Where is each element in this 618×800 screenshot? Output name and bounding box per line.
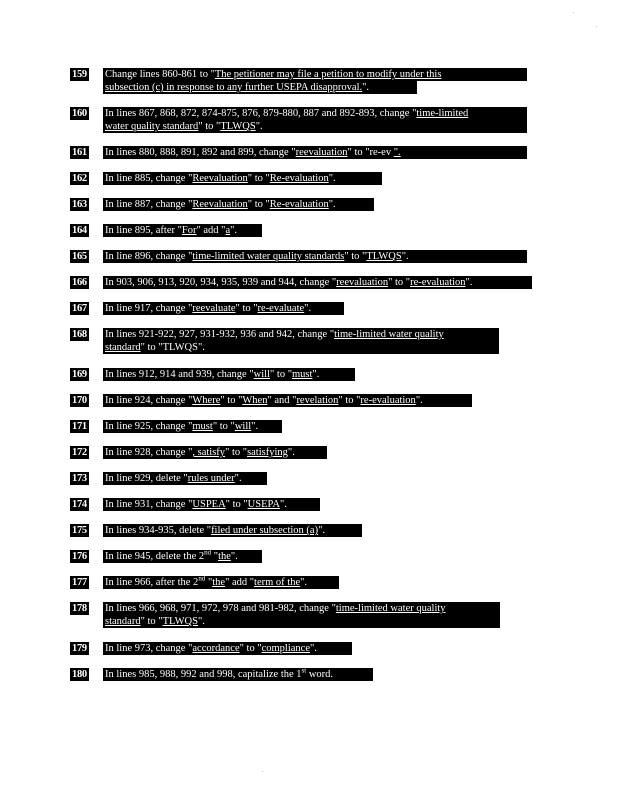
text-segment: word.	[306, 669, 334, 680]
text-segment: " to "	[247, 199, 270, 210]
text-segment: ".	[318, 525, 325, 536]
amendment-number: 161	[72, 147, 87, 158]
amendment-number: 176	[72, 551, 87, 562]
quoted-text: the	[212, 577, 226, 588]
text-segment: " to "	[247, 173, 270, 184]
quoted-text: The petitioner may file a petition to modify under this	[214, 69, 442, 80]
quoted-text: TLWQS	[162, 616, 198, 627]
amendment-number: 160	[72, 108, 87, 119]
quoted-text: TLWQS	[366, 251, 402, 262]
text-segment: ".	[230, 225, 238, 236]
text-segment: " to "	[239, 643, 262, 654]
text-segment: In line 929, delete "	[105, 473, 188, 484]
text-segment: In line 925, change "	[105, 421, 193, 432]
quoted-text: reevaluation	[336, 277, 389, 288]
quoted-text: rules under	[187, 473, 235, 484]
quoted-text: re-evaluation	[360, 395, 416, 406]
text-segment: " to "TLWQS".	[140, 342, 205, 353]
amendment-text-line	[103, 68, 527, 81]
amendment-number: 173	[72, 473, 87, 484]
amendment-text-line	[103, 172, 382, 185]
scan-speck	[573, 12, 574, 13]
text-segment: ".	[287, 447, 295, 458]
quoted-text: satisfying	[247, 447, 288, 458]
quoted-text: term of the	[254, 577, 301, 588]
amendment-text-line	[103, 250, 527, 263]
quoted-text: subsection (c) in response to any further USEPA disapproval.	[105, 82, 363, 93]
text-segment: " to "	[220, 395, 243, 406]
quoted-text: will	[253, 369, 270, 380]
quoted-text: must	[192, 421, 213, 432]
quoted-text: compliance	[261, 643, 311, 654]
text-segment: In lines 867, 868, 872, 874-875, 876, 879-880, 887 and 892-893, change "	[105, 108, 417, 119]
quoted-text: USPEA	[192, 499, 226, 510]
text-segment: " to "	[235, 303, 258, 314]
amendment-text-line	[103, 524, 362, 537]
amendment-text-line	[103, 81, 417, 94]
quoted-text: must	[291, 369, 313, 380]
amendment-text-line	[103, 550, 262, 563]
amendment-text-line	[103, 328, 499, 341]
amendment-number: 172	[72, 447, 87, 458]
amendment-text-line	[103, 668, 373, 681]
text-segment: " to "	[338, 395, 361, 406]
text-segment: ".	[230, 551, 238, 562]
amendment-text-line	[103, 302, 344, 315]
text-segment: " to "	[344, 251, 367, 262]
text-segment: In line 931, change "	[105, 499, 193, 510]
quoted-text: re-evaluation	[410, 277, 466, 288]
quoted-text: ".	[393, 147, 401, 158]
text-segment: In line 917, change "	[105, 303, 193, 314]
amendment-number: 178	[72, 603, 87, 614]
quoted-text: Reevaluation	[192, 173, 248, 184]
quoted-text: time-limited	[416, 108, 469, 119]
text-segment: In line 896, change "	[105, 251, 193, 262]
amendment-number: 170	[72, 395, 87, 406]
text-segment: In line 885, change "	[105, 173, 193, 184]
text-segment: ".	[328, 199, 336, 210]
quoted-text: the	[218, 551, 231, 562]
text-segment: ".	[304, 303, 312, 314]
text-segment: " to "	[269, 369, 292, 380]
text-segment: In lines 966, 968, 971, 972, 978 and 981-982, change "	[105, 603, 336, 614]
amendment-text-line	[103, 420, 282, 433]
quoted-text: For	[181, 225, 197, 236]
text-segment: In line 895, after "	[105, 225, 182, 236]
quoted-text: Re-evaluation	[269, 173, 329, 184]
quoted-text: USEPA	[247, 499, 280, 510]
amendment-number: 175	[72, 525, 87, 536]
text-segment: In line 973, change "	[105, 643, 193, 654]
ordinal-suffix: nd	[198, 576, 206, 583]
text-segment: ".	[279, 499, 287, 510]
amendment-text-line	[103, 368, 355, 381]
amendment-text-line	[103, 276, 532, 289]
text-segment: In line 928, change "	[105, 447, 193, 458]
amendment-text-line	[103, 602, 500, 615]
amendment-number: 169	[72, 369, 87, 380]
text-segment: In lines 921-922, 927, 931-932, 936 and 942, change "	[105, 329, 335, 340]
text-segment: In lines 880, 888, 891, 892 and 899, change "	[105, 147, 296, 158]
quoted-text: standard	[105, 616, 141, 627]
amendment-text-line	[103, 394, 472, 407]
amendment-number: 166	[72, 277, 87, 288]
text-segment: " add "	[225, 577, 255, 588]
amendment-text-line	[103, 107, 527, 120]
text-segment: In lines 934-935, delete "	[105, 525, 212, 536]
text-segment: In line 966, after the 2	[105, 577, 199, 588]
quoted-text: filed under subsection (a)	[211, 525, 319, 536]
quoted-text: revelation	[296, 395, 339, 406]
amendment-number: 164	[72, 225, 87, 236]
amendment-text-line	[103, 446, 327, 459]
amendment-number: 162	[72, 173, 87, 184]
text-segment: ".	[251, 421, 259, 432]
amendment-text-line	[103, 576, 339, 589]
text-segment: Change lines 860-861 to "	[105, 69, 215, 80]
text-segment: In lines 912, 914 and 939, change "	[105, 369, 254, 380]
text-segment: ".	[255, 121, 263, 132]
amendment-text-line	[103, 472, 267, 485]
text-segment: ".	[312, 369, 320, 380]
amendment-text-line	[103, 224, 262, 237]
text-segment: " to "	[140, 616, 163, 627]
quoted-text: reevaluate	[192, 303, 236, 314]
text-segment: " to "	[198, 121, 221, 132]
text-segment: ".	[300, 577, 308, 588]
text-segment: In line 924, change "	[105, 395, 193, 406]
amendment-number: 174	[72, 499, 87, 510]
quoted-text: time-limited water quality	[335, 603, 446, 614]
text-segment: ".	[415, 395, 423, 406]
quoted-text: water quality standard	[105, 121, 199, 132]
amendment-number: 163	[72, 199, 87, 210]
text-segment: ".	[310, 643, 317, 654]
quoted-text: Reevaluation	[192, 199, 248, 210]
text-segment: " add "	[196, 225, 226, 236]
text-segment: ".	[465, 277, 473, 288]
scan-speck	[596, 26, 597, 27]
amendment-text-line	[103, 615, 500, 628]
amendment-number: 171	[72, 421, 87, 432]
quoted-text: TLWQS	[220, 121, 256, 132]
ordinal-suffix: st	[301, 668, 307, 675]
amendment-text-line	[103, 120, 527, 133]
text-segment: ".	[197, 616, 205, 627]
quoted-text: standard	[105, 342, 141, 353]
ordinal-suffix: nd	[204, 550, 212, 557]
text-segment: ".	[328, 173, 336, 184]
text-segment: In 903, 906, 913, 920, 934, 935, 939 and 944, change "	[105, 277, 337, 288]
amendment-text-line	[103, 198, 374, 211]
text-segment: " to "	[388, 277, 411, 288]
text-segment: In line 945, delete the 2	[105, 551, 205, 562]
scan-speck	[262, 771, 263, 772]
amendment-number: 168	[72, 329, 87, 340]
text-segment: " to "	[225, 447, 248, 458]
text-segment: "	[205, 577, 213, 588]
amendment-number: 180	[72, 669, 87, 680]
amendment-number: 159	[72, 69, 87, 80]
amendment-number: 177	[72, 577, 87, 588]
quoted-text: time-limited water quality standards	[192, 251, 345, 262]
quoted-text: , satisfy	[192, 447, 226, 458]
text-segment: In line 887, change "	[105, 199, 193, 210]
quoted-text: time-limited water quality	[334, 329, 444, 340]
amendment-number: 179	[72, 643, 87, 654]
amendment-text-line	[103, 341, 499, 354]
text-segment: ".	[362, 82, 370, 93]
quoted-text: a	[225, 225, 231, 236]
quoted-text: accordance	[192, 643, 240, 654]
quoted-text: Where	[192, 395, 221, 406]
amendment-text-line	[103, 498, 320, 511]
amendment-number: 167	[72, 303, 87, 314]
text-segment: "	[211, 551, 219, 562]
quoted-text: will	[234, 421, 252, 432]
amendment-text-line	[103, 146, 527, 159]
amendment-text-line	[103, 642, 352, 655]
text-segment: ".	[401, 251, 409, 262]
text-segment: In lines 985, 988, 992 and 998, capitalize the 1	[105, 669, 302, 680]
text-segment: " to "	[225, 499, 248, 510]
quoted-text: Re-evaluation	[269, 199, 329, 210]
text-segment: " to "	[212, 421, 235, 432]
amendment-number: 165	[72, 251, 87, 262]
quoted-text: re-evaluate	[257, 303, 305, 314]
quoted-text: reevaluation	[295, 147, 348, 158]
text-segment: " and "	[267, 395, 297, 406]
quoted-text: When	[242, 395, 268, 406]
text-segment: ".	[234, 473, 242, 484]
text-segment: " to "re-ev	[347, 147, 394, 158]
